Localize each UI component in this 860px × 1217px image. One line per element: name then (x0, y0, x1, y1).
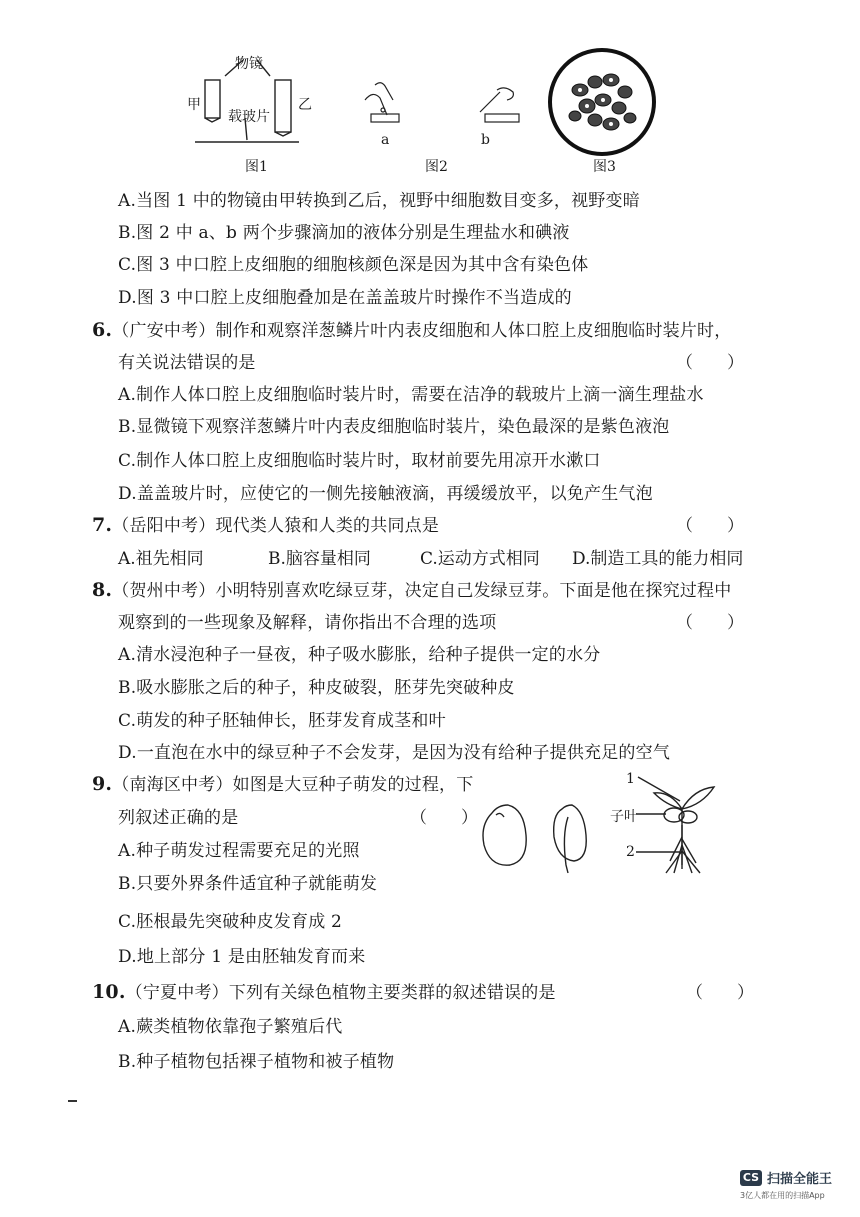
q6-option-b: B.显微镜下观察洋葱鳞片叶内表皮细胞临时装片，染色最深的是紫色液泡 (118, 417, 670, 437)
q6-stem-line1 (92, 316, 731, 341)
q9-answer-bracket[interactable]: （ ） (410, 808, 478, 828)
q6-source: （广安中考） (112, 321, 216, 341)
q8-option-c: C.萌发的种子胚轴伸长，胚芽发育成茎和叶 (118, 711, 446, 731)
q9-option-a: A.种子萌发过程需要充足的光照 (118, 841, 360, 861)
q7-option-c: C.运动方式相同 (420, 549, 540, 569)
q7-option-d: D.制造工具的能力相同 (572, 549, 744, 569)
q6-stem-2: 有关说法错误的是 (118, 353, 256, 373)
q8-stem-1: 小明特别喜欢吃绿豆芽，决定自己发绿豆芽。下面是他在探究过程中 (215, 581, 732, 601)
label-objective: 物镜 (235, 56, 263, 72)
q8-number: 8. (92, 579, 113, 601)
q7-option-a: A.祖先相同 (118, 549, 204, 569)
dropper-step-b-drawing (480, 88, 519, 122)
label-a: a (381, 132, 390, 148)
q10-option-a: A.蕨类植物依靠孢子繁殖后代 (118, 1017, 343, 1037)
q10-answer-bracket[interactable]: （ ） (686, 983, 754, 1003)
label-slide: 载玻片 (228, 109, 270, 125)
q9-source: （南海区中考） (112, 775, 233, 795)
q6-option-d: D.盖盖玻片时，应使它的一侧先接触液滴，再缓缓放平，以免产生气泡 (118, 484, 653, 504)
label-jia: 甲 (187, 97, 201, 113)
dropper-step-a-drawing (365, 83, 399, 122)
q9-option-c: C.胚根最先突破种皮发育成 2 (118, 912, 343, 932)
label-b: b (481, 132, 490, 148)
q6-option-c: C.制作人体口腔上皮细胞临时装片时，取材前要先用凉开水漱口 (118, 451, 601, 471)
fig9-label-cotyledon: 子叶 (610, 809, 638, 825)
q7-stem-line (92, 511, 439, 536)
experiment-figures (175, 40, 675, 180)
fig2-caption: 图2 (425, 159, 448, 175)
q5-option-a: A.当图 1 中的物镜由甲转换到乙后，视野中细胞数目变多，视野变暗 (118, 191, 640, 211)
q8-option-d: D.一直泡在水中的绿豆种子不会发芽，是因为没有给种子提供充足的空气 (118, 743, 671, 763)
q8-stem-2: 观察到的一些现象及解释，请你指出不合理的选项 (118, 613, 497, 633)
q10-stem: 下列有关绿色植物主要类群的叙述错误的是 (228, 983, 556, 1003)
camscanner-logo-icon: CS (740, 1170, 762, 1186)
q8-answer-bracket[interactable]: （ ） (676, 613, 744, 633)
q10-stem-line (92, 978, 556, 1003)
fig1-caption: 图1 (245, 159, 268, 175)
watermark-tagline: 3亿人都在用的扫描App (740, 1191, 825, 1200)
q9-number: 9. (92, 773, 113, 795)
q6-stem-1: 制作和观察洋葱鳞片叶内表皮细胞和人体口腔上皮细胞临时装片时， (215, 321, 732, 341)
cheek-cells-view-drawing (550, 50, 654, 154)
q10-option-b: B.种子植物包括裸子植物和被子植物 (118, 1052, 395, 1072)
q9-option-d: D.地上部分 1 是由胚轴发育而来 (118, 947, 366, 967)
q9-stem-1: 如图是大豆种子萌发的过程，下 (232, 775, 474, 795)
q8-option-b: B.吸水膨胀之后的种子，种皮破裂，胚芽先突破种皮 (118, 678, 515, 698)
page-margin-mark (68, 1100, 77, 1102)
fig9-label-1: 1 (626, 771, 635, 787)
q9-option-b: B.只要外界条件适宜种子就能萌发 (118, 874, 378, 894)
q9-stem-2: 列叙述正确的是 (118, 808, 239, 828)
q7-answer-bracket[interactable]: （ ） (676, 516, 744, 536)
q5-option-b: B.图 2 中 a、b 两个步骤滴加的液体分别是生理盐水和碘液 (118, 223, 570, 243)
q6-number: 6. (92, 319, 113, 341)
q10-number: 10. (92, 981, 126, 1003)
fig3-caption: 图3 (593, 159, 616, 175)
q7-stem: 现代类人猿和人类的共同点是 (215, 516, 440, 536)
q7-source: （岳阳中考） (112, 516, 216, 536)
q7-number: 7. (92, 514, 113, 536)
q8-stem-line1 (92, 576, 731, 601)
q5-option-c: C.图 3 中口腔上皮细胞的细胞核颜色深是因为其中含有染色体 (118, 255, 589, 275)
q9-stem-line1 (92, 770, 473, 795)
q5-option-d: D.图 3 中口腔上皮细胞叠加是在盖盖玻片时操作不当造成的 (118, 288, 572, 308)
label-yi: 乙 (298, 97, 312, 113)
q6-option-a: A.制作人体口腔上皮细胞临时装片时，需要在洁净的载玻片上滴一滴生理盐水 (118, 385, 704, 405)
q10-source: （宁夏中考） (125, 983, 229, 1003)
fig9-label-2: 2 (626, 844, 635, 860)
q6-answer-bracket[interactable]: （ ） (676, 353, 744, 373)
q8-source: （贺州中考） (112, 581, 216, 601)
q7-option-b: B.脑容量相同 (268, 549, 371, 569)
watermark-name: 扫描全能王 (767, 1172, 833, 1187)
q8-option-a: A.清水浸泡种子一昼夜，种子吸水膨胀，给种子提供一定的水分 (118, 645, 601, 665)
scanner-watermark (740, 1168, 832, 1187)
